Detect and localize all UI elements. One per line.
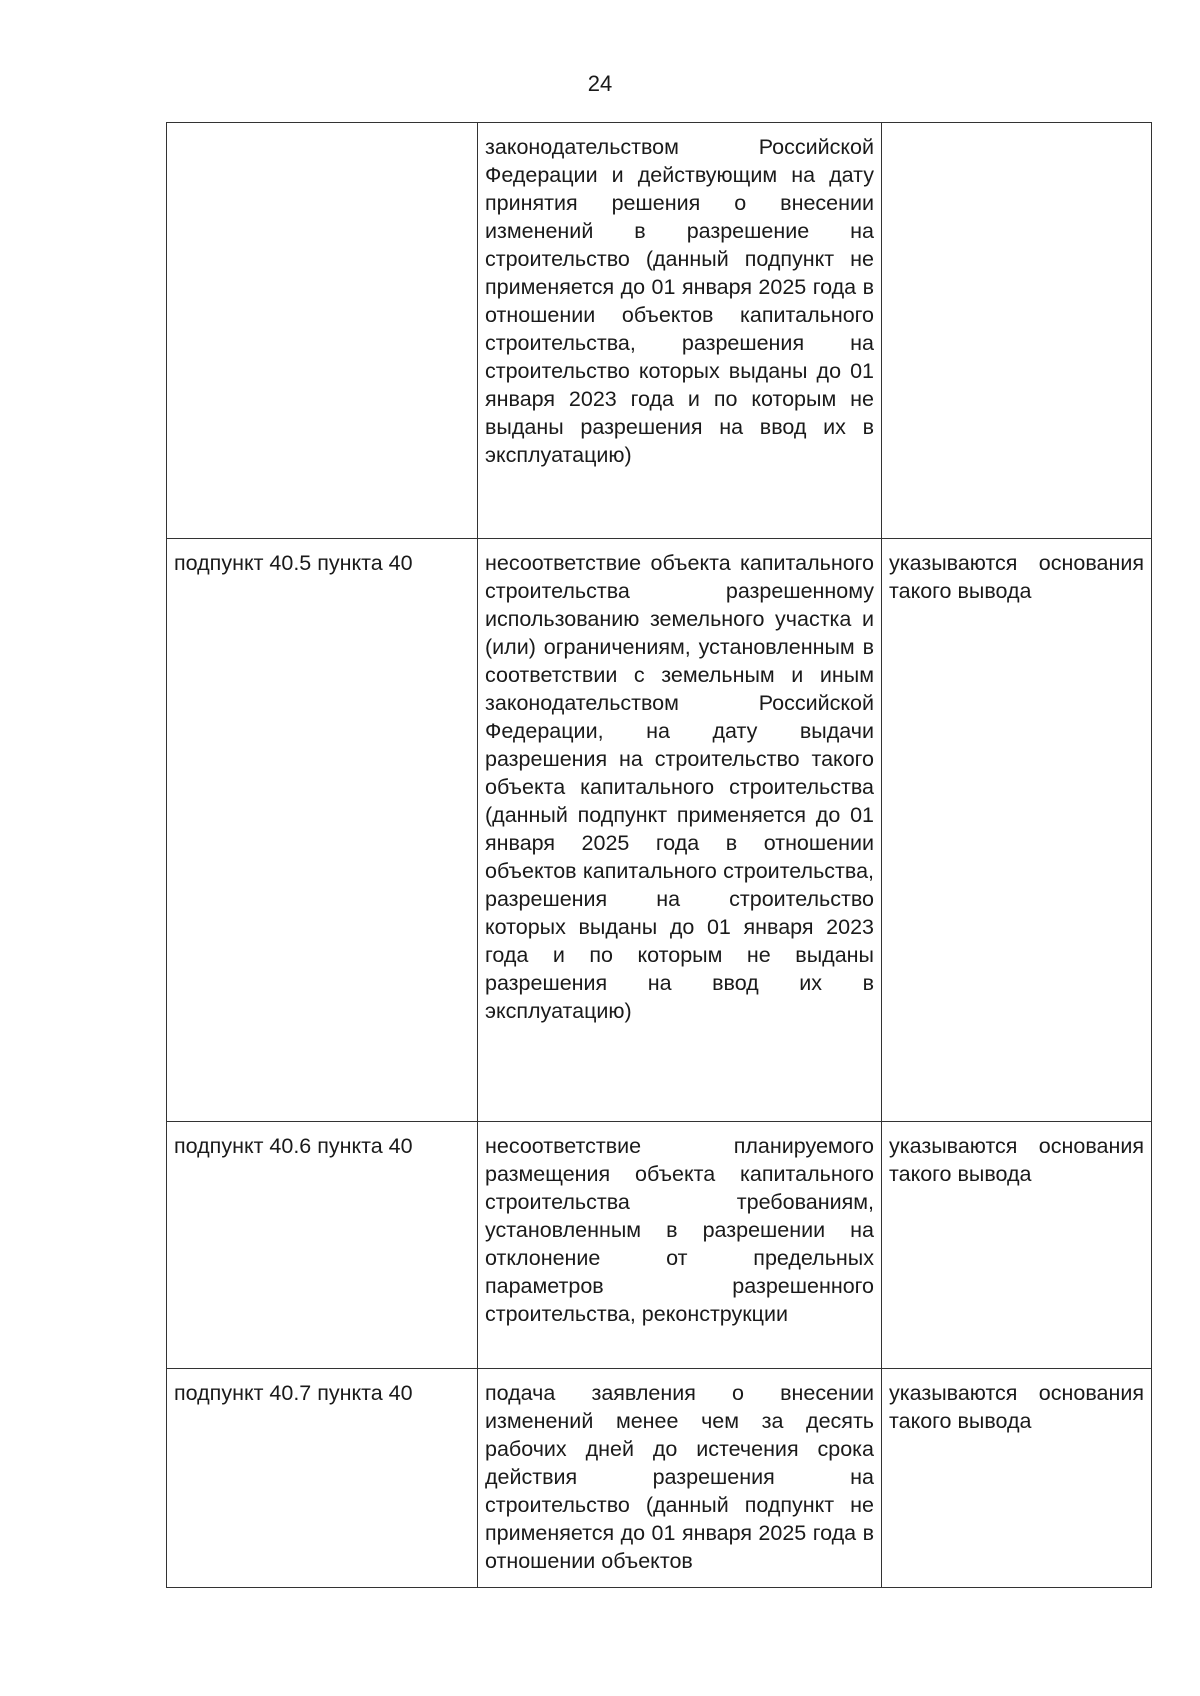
row-reference-cell (167, 539, 478, 1122)
table-row (167, 1122, 1152, 1369)
row-reference: подпункт 40.5 пункта 40 (174, 551, 413, 575)
row-note-cell (882, 1122, 1152, 1369)
row-text-cell (478, 1122, 882, 1369)
table-row (167, 539, 1152, 1122)
page-number: 24 (587, 71, 613, 96)
row-note: указываются основания такого вывода (889, 1134, 1144, 1186)
row-reference: подпункт 40.6 пункта 40 (174, 1134, 413, 1158)
table-row (167, 123, 1152, 539)
grounds-table (166, 122, 1152, 1588)
row-reference-cell (167, 1369, 478, 1588)
row-text-cell (478, 1369, 882, 1588)
row-text: законодательством Российской Федерации и действующим на дату принятия решения о внесении изменений в разрешение на строительство (данный подпункт не применяется до 01 января 2025 года в отношении объектов капитального строительства, разрешения на строительство которых выданы до 01 января 2023 года и по которым не выданы разрешения на ввод их в эксплуатацию) (485, 135, 874, 467)
row-reference-cell (167, 123, 478, 539)
row-note: указываются основания такого вывода (889, 551, 1144, 603)
table-row (167, 1369, 1152, 1588)
row-text: несоответствие объекта капитального строительства разрешенному использованию земельного участка и (или) ограничениям, установленным в соответствии с земельным и иным законодательством Российской Федерации, на дату выдачи разрешения на строительство такого объекта капитального строительства (данный подпункт применяется до 01 января 2025 года в отношении объектов капитального строительства, разрешения на строительство которых выданы до 01 января 2023 года и по которым не выданы разрешения на ввод их в эксплуатацию) (485, 551, 874, 1023)
row-text: подача заявления о внесении изменений менее чем за десять рабочих дней до истечения срока действия разрешения на строительство (данный подпункт не применяется до 01 января 2025 года в отношении объектов (485, 1381, 874, 1573)
row-note: указываются основания такого вывода (889, 1381, 1144, 1433)
row-note-cell (882, 1369, 1152, 1588)
row-reference-cell (167, 1122, 478, 1369)
row-reference: подпункт 40.7 пункта 40 (174, 1381, 413, 1405)
row-text-cell (478, 539, 882, 1122)
row-note-cell (882, 123, 1152, 539)
row-note-cell (882, 539, 1152, 1122)
row-text: несоответствие планируемого размещения объекта капитального строительства требованиям, установленным в разрешении на отклонение от предельных параметров разрешенного строительства, реконструкции (485, 1134, 874, 1326)
row-text-cell (478, 123, 882, 539)
